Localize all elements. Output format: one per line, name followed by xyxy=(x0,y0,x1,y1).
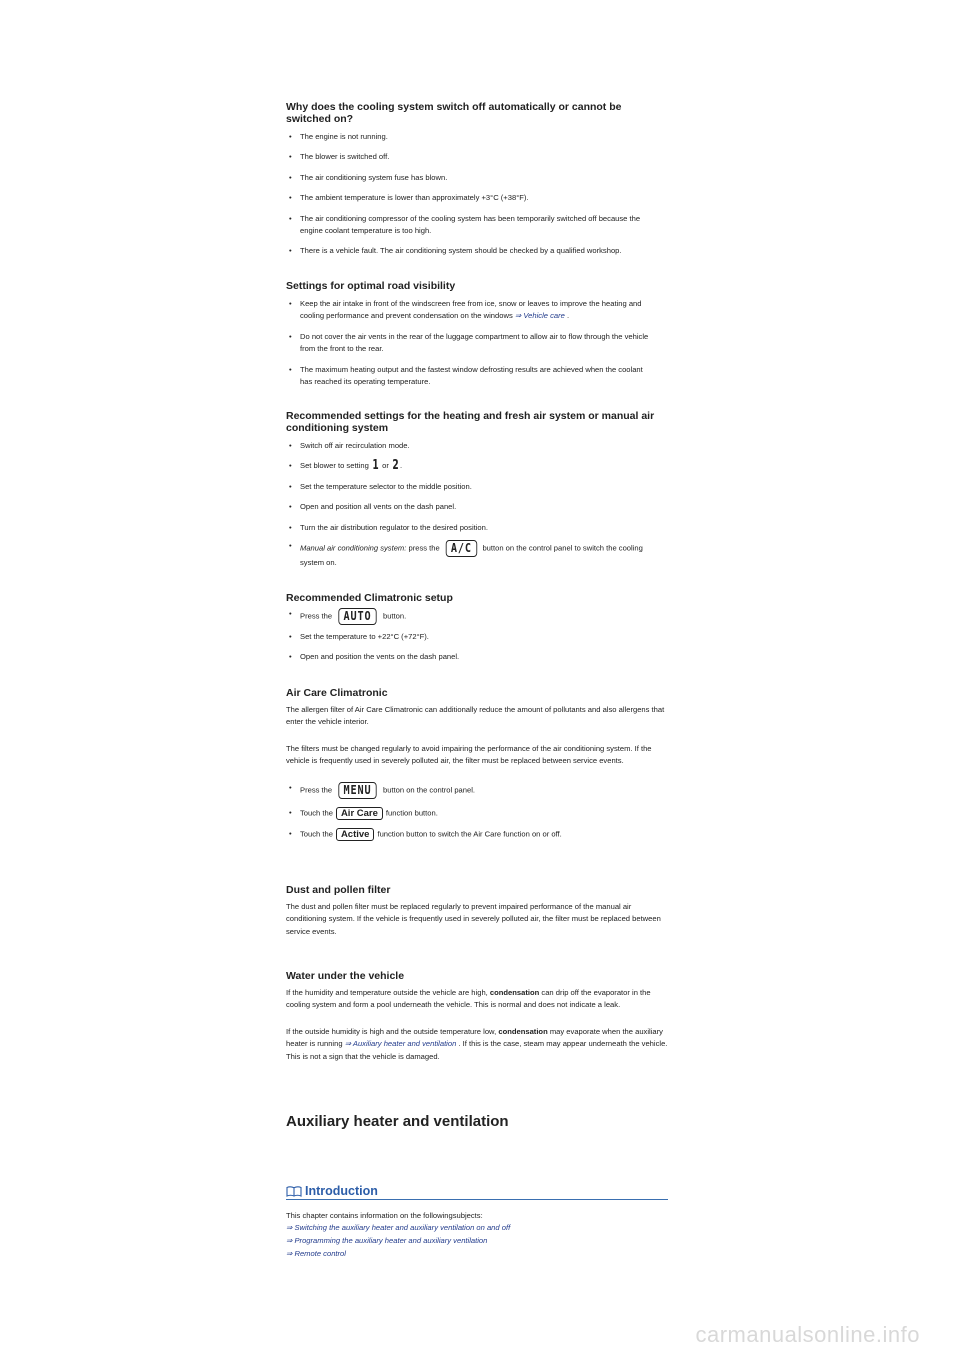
item-text: press the xyxy=(408,543,440,553)
section-cooling-off xyxy=(286,101,656,258)
list-item: • The engine is not running. xyxy=(286,131,656,143)
list-item: • Open and position the vents on the dash panel. xyxy=(286,651,656,663)
item-text: Press the xyxy=(300,785,333,795)
menu-key-symbol: MENU xyxy=(338,782,376,799)
ac-key-symbol: A/C xyxy=(446,540,477,557)
item-text: button on the control panel to switch the cooling system on. xyxy=(300,543,643,568)
text: . If this is the case, steam may appear underneath the vehicle. This is not a sign that the vehicle is damaged. xyxy=(286,1039,668,1061)
paragraph: The dust and pollen filter must be replaced regularly to prevent impaired performance of the manual air conditioning system. If the vehicle is frequently used in severely polluted air, the filter must be replaced between service events. xyxy=(286,902,661,936)
list-item xyxy=(286,460,668,472)
text: If the humidity and temperature outside the vehicle are high, xyxy=(286,988,488,997)
list-item: • Open and position all vents on the dash panel. xyxy=(286,501,668,513)
list-item: • Set the temperature selector to the middle position. xyxy=(286,481,668,493)
section-heading: Recommended Climatronic setup xyxy=(286,592,453,604)
chapter-title: Auxiliary heater and ventilation xyxy=(286,1113,509,1130)
paragraph: The allergen filter of Air Care Climatronic can additionally reduce the amount of pollutants and also allergens that enter the vehicle interior. xyxy=(286,705,665,727)
list-item xyxy=(286,782,668,799)
list-item: • Switch off air recirculation mode. xyxy=(286,440,668,452)
item-text: Press the xyxy=(300,611,333,621)
link-switching-auxiliary-heater[interactable]: ⇒ Switching the auxiliary heater and auxiliary ventilation on and off xyxy=(286,1223,511,1232)
watermark: carmanualsonline.info xyxy=(695,1322,920,1347)
bullet-list xyxy=(286,608,656,664)
section-heading: Water under the vehicle xyxy=(286,970,405,982)
list-item: • Do not cover the air vents in the rear of the luggage compartment to allow air to flow through the vehicle from the front to the rear. xyxy=(286,331,656,356)
item-text: . xyxy=(400,461,403,471)
item-text: Set blower to setting xyxy=(300,461,369,471)
list-item: • The air conditioning compressor of the cooling system has been temporarily switched off because the engine coolant temperature is too high. xyxy=(286,213,656,238)
link-vehicle-care[interactable]: ⇒ Vehicle care xyxy=(514,311,565,321)
paragraph: The filters must be changed regularly to avoid impairing the performance of the air conditioning system. If the vehicle is frequently used in severely polluted air, the filter must be replaced between service events. xyxy=(286,743,652,766)
bold-term: condensation xyxy=(498,1026,548,1036)
section-heading: Why does the cooling system switch off automatically or cannot be switched on? xyxy=(286,101,622,125)
text: may evaporate when the auxiliary heater is running xyxy=(286,1026,663,1049)
list-item: • The maximum heating output and the fastest window defrosting results are achieved when the coolant has reached its operating temperature. xyxy=(286,364,656,389)
link-programming-auxiliary-heater[interactable]: ⇒ Programming the auxiliary heater and auxiliary ventilation xyxy=(286,1236,488,1245)
list-item: • Turn the air distribution regulator to the desired position. xyxy=(286,522,668,534)
item-text: Touch the xyxy=(300,808,333,818)
list-item: • Set the temperature to +22°C (+72°F). xyxy=(286,631,656,643)
link-auxiliary-heater[interactable]: ⇒ Auxiliary heater and ventilation xyxy=(344,1039,457,1049)
section-air-care xyxy=(286,687,668,841)
active-function-symbol: Active xyxy=(336,828,375,841)
item-text: button on the control panel. xyxy=(382,785,476,795)
section-heading: Settings for optimal road visibility xyxy=(286,280,456,292)
item-text: Touch the xyxy=(300,829,333,839)
section-climatronic-setup xyxy=(286,592,656,664)
item-text: Manual air conditioning system: xyxy=(300,543,407,553)
list-item xyxy=(286,807,668,820)
book-icon xyxy=(286,1186,302,1197)
section-road-visibility xyxy=(286,280,656,388)
section-heating-settings xyxy=(286,410,668,569)
section-heading: Recommended settings for the heating and fresh air system or manual air conditioning system xyxy=(286,410,655,434)
section-heading: Air Care Climatronic xyxy=(286,687,388,699)
link-remote-control[interactable]: ⇒ Remote control xyxy=(286,1249,346,1258)
introduction-heading xyxy=(286,1183,668,1200)
introduction-body xyxy=(286,1210,668,1260)
bold-term: condensation xyxy=(489,988,540,997)
list-item: • The air conditioning system fuse has blown. xyxy=(286,172,656,184)
paragraph xyxy=(286,1026,668,1063)
section-water-under-vehicle xyxy=(286,970,668,1063)
item-text: . xyxy=(567,311,570,321)
list-item xyxy=(286,828,668,841)
bullet-list xyxy=(286,131,656,258)
paragraph xyxy=(286,987,668,1012)
introduction-title: Introduction xyxy=(305,1184,378,1198)
item-text: function button. xyxy=(385,808,438,818)
bullet-list xyxy=(286,782,668,841)
list-item: • The blower is switched off. xyxy=(286,151,656,163)
blower-setting-1-symbol: 1 xyxy=(372,458,379,474)
air-care-function-symbol: Air Care xyxy=(336,807,383,820)
blower-setting-2-symbol: 2 xyxy=(392,458,399,474)
list-item xyxy=(286,298,656,323)
list-item xyxy=(286,540,668,569)
item-text: function button to switch the Air Care function on or off. xyxy=(377,829,562,839)
list-item: • There is a vehicle fault. The air conditioning system should be checked by a qualified workshop. xyxy=(286,245,656,257)
list-item: • The ambient temperature is lower than approximately +3°C (+38°F). xyxy=(286,192,656,204)
item-text: button. xyxy=(382,611,407,621)
section-heading: Dust and pollen filter xyxy=(286,884,391,896)
bullet-list xyxy=(286,440,668,569)
introduction-text: This chapter contains information on the followingsubjects: xyxy=(286,1211,483,1220)
list-item xyxy=(286,608,656,625)
text: can drip off the evaporator in the cooling system and form a pool underneath the vehicle. This is normal and does not indicate a leak. xyxy=(286,988,651,1010)
text: If the outside humidity is high and the outside temperature low, xyxy=(286,1026,497,1036)
section-dust-filter xyxy=(286,884,668,938)
item-text: Keep the air intake in front of the windscreen free from ice, snow or leaves to improve the heating and cooling performance and prevent condensation on the windows xyxy=(300,299,642,321)
bullet-list xyxy=(286,298,656,388)
auto-key-symbol: AUTO xyxy=(338,608,376,625)
item-text: or xyxy=(382,461,389,471)
